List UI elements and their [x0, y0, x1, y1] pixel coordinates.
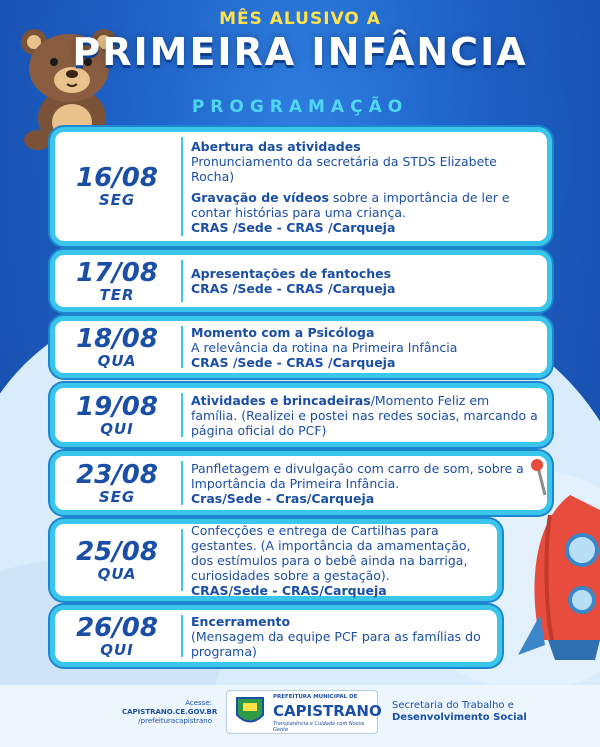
- event-date: 23/08: [76, 459, 158, 490]
- event-date: 16/08: [76, 163, 158, 193]
- date-block: [55, 321, 179, 373]
- date-block: [55, 524, 179, 596]
- event-card: [50, 451, 552, 515]
- logo-slogan: Transparência e Cuidado com Nossa Gente: [273, 721, 365, 733]
- event-text: sobre a importância de ler e contar histórias para uma criança.: [191, 189, 510, 220]
- secretaria-line2: Desenvolvimento Social: [392, 712, 527, 723]
- title-top: MÊS ALUSIVO A: [219, 9, 381, 29]
- event-day: QUI: [100, 419, 134, 438]
- date-block: [55, 132, 179, 241]
- divider: [181, 615, 183, 657]
- secretaria-line1: Secretaria do Trabalho e: [392, 700, 514, 711]
- event-heading: Atividades e brincadeiras: [191, 392, 371, 408]
- city-logo: [226, 690, 382, 734]
- event-date: 26/08: [76, 612, 158, 643]
- date-block: [55, 388, 179, 442]
- event-date: 25/08: [76, 536, 158, 567]
- event-description: [191, 456, 539, 510]
- event-description: [191, 132, 539, 241]
- secretaria-label: [392, 700, 527, 724]
- date-block: [55, 456, 179, 510]
- event-heading: Abertura das atividades: [191, 138, 361, 154]
- event-card: [50, 316, 552, 378]
- event-description: [191, 610, 489, 662]
- event-card: [50, 383, 552, 447]
- event-text: Panfletagem e divulgação com carro de som, sobre a Importância da Primeira Infância.: [191, 460, 524, 491]
- divider: [181, 529, 183, 591]
- divider: [181, 326, 183, 368]
- divider: [181, 137, 183, 236]
- event-day: QUA: [97, 351, 137, 370]
- event-date: 19/08: [76, 391, 158, 422]
- event-day: SEG: [98, 191, 136, 209]
- event-card: [50, 250, 552, 312]
- footer-contact: [122, 699, 218, 726]
- event-text: (Mensagem da equipe PCF para as famílias do programa): [191, 628, 481, 659]
- event-day: SEG: [98, 487, 136, 506]
- event-date: 18/08: [76, 323, 158, 354]
- event-heading: Gravação de vídeos: [191, 189, 329, 205]
- event-description: [191, 388, 539, 442]
- event-location: CRAS /Sede - CRAS /Carqueja: [191, 281, 396, 296]
- event-location: CRAS /Sede - CRAS /Carqueja: [191, 354, 396, 370]
- event-heading: Encerramento: [191, 613, 291, 629]
- city-crest-icon: [233, 695, 267, 729]
- rocket-icon: [500, 455, 600, 670]
- event-location: Cras/Sede - Cras/Carqueja: [191, 490, 375, 506]
- event-day: TER: [99, 285, 135, 304]
- event-text: A relevância da rotina na Primeira Infância: [191, 339, 458, 355]
- event-date: 17/08: [76, 257, 158, 288]
- event-location: CRAS/Sede - CRAS/Carqueja: [191, 582, 387, 598]
- event-heading: Apresentações de fantoches: [191, 266, 392, 281]
- event-card: [50, 127, 552, 246]
- divider: [181, 393, 183, 437]
- event-day: QUI: [100, 640, 134, 659]
- event-text: Confecções e entrega de Cartilhas para gestantes. (A importância da amamentação, dos estímulos para o bebê ainda na barriga, curiosidades sobre a gestação).: [191, 522, 471, 583]
- logo-city: CAPISTRANO: [273, 702, 382, 720]
- date-block: [55, 255, 179, 307]
- event-heading: Momento com a Psicóloga: [191, 324, 375, 340]
- page-title: PRIMEIRA INFÂNCIA: [72, 30, 528, 74]
- event-location: CRAS /Sede - CRAS /Carqueja: [191, 219, 396, 235]
- access-label: Acesse:: [185, 699, 212, 707]
- event-text: Pronunciamento da secretária da STDS Elizabete Rocha): [191, 153, 497, 184]
- logo-prefeitura: PREFEITURA MUNICIPAL DE: [273, 694, 358, 700]
- divider: [181, 461, 183, 505]
- event-description: [191, 321, 539, 373]
- event-day: QUA: [97, 564, 137, 583]
- social-handle[interactable]: /prefeituracapistrano: [138, 717, 212, 725]
- divider: [181, 260, 183, 302]
- date-block: [55, 610, 179, 662]
- event-text: /Momento Feliz em família. (Realizei e postei nas redes socias, marcando a página oficial do PCF): [191, 392, 538, 438]
- event-description: [191, 255, 539, 307]
- event-card: [50, 519, 502, 601]
- subtitle: PROGRAMAÇÃO: [191, 97, 409, 117]
- event-description: [191, 524, 489, 596]
- website-link[interactable]: CAPISTRANO.CE.GOV.BR: [122, 708, 218, 716]
- event-card: [50, 605, 502, 667]
